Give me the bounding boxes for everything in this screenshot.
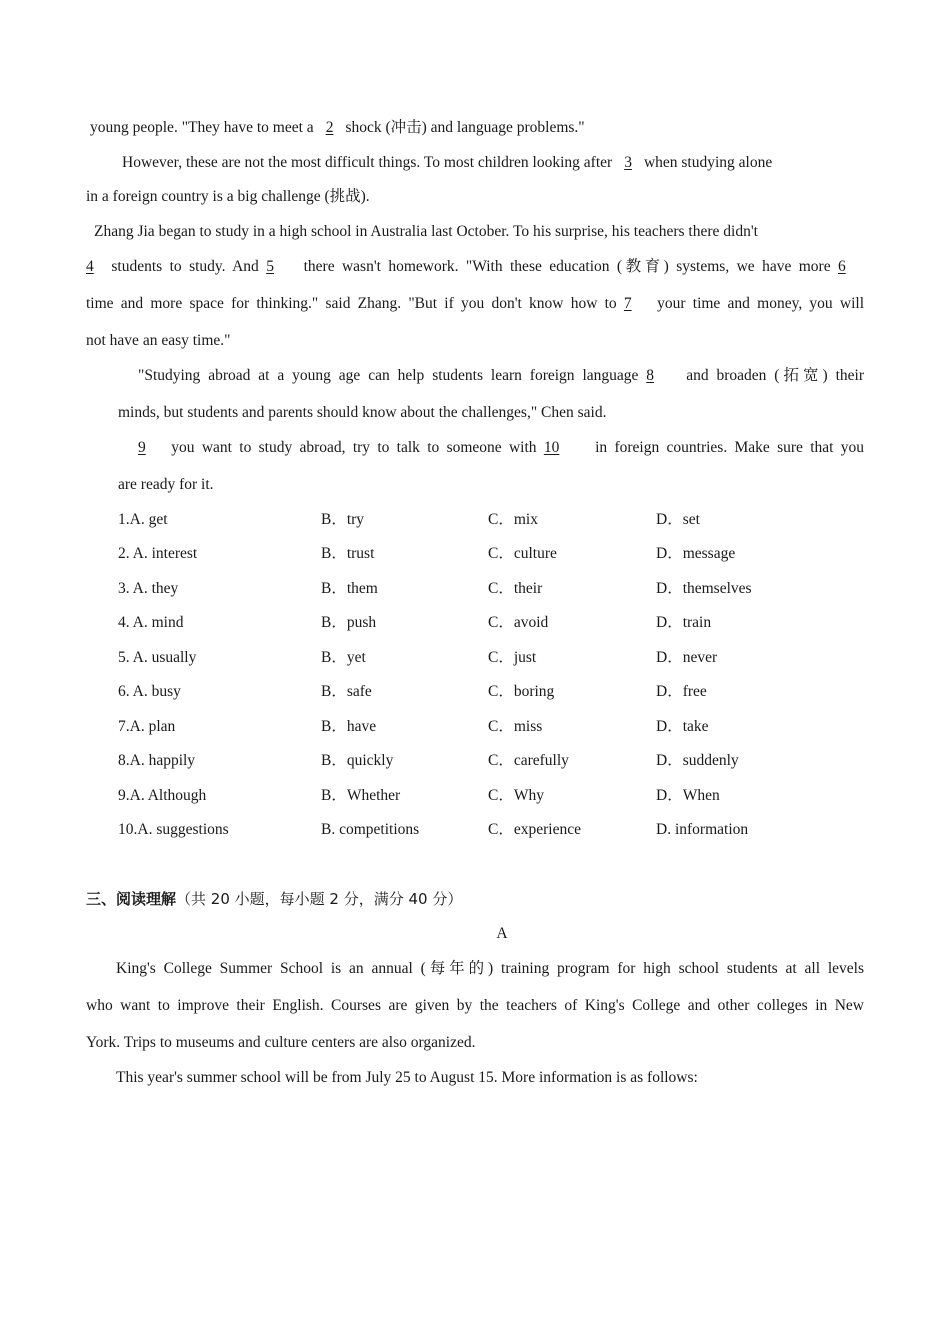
passage-line-1: young people. "They have to meet a 2 shock (冲击) and language problems.": [90, 119, 585, 136]
option-9c: C．Why: [488, 787, 544, 804]
blank-3: 3: [624, 154, 632, 171]
option-6c: C．boring: [488, 683, 555, 700]
passage-line-3: in a foreign country is a big challenge (挑战).: [86, 188, 370, 205]
option-2d: D．message: [656, 545, 736, 562]
option-6a: 6. A. busy: [118, 683, 181, 700]
option-10a: 10.A. suggestions: [118, 821, 229, 838]
passage-line-6: time and more space for thinking." said Zhang. "But if you don't know how to 7 your time and money, you will: [86, 295, 864, 312]
reading-line-1: King's College Summer School is an annual (每年的) training program for high school students at all levels: [116, 960, 864, 977]
option-5c: C．just: [488, 649, 537, 666]
passage-line-10: 9 you want to study abroad, try to talk to someone with 10 in foreign countries. Make sure that you: [138, 439, 864, 456]
option-1d: D．set: [656, 511, 700, 528]
option-4b: B．push: [321, 614, 377, 631]
option-3c: C．their: [488, 580, 543, 597]
passage-line-8: "Studying abroad at a young age can help students learn foreign language 8 and broaden (拓宽) their: [138, 367, 864, 384]
option-4c: C．avoid: [488, 614, 549, 631]
option-1b: B．try: [321, 511, 365, 528]
option-8d: D．suddenly: [656, 752, 739, 769]
option-1a: 1.A. get: [118, 511, 168, 528]
blank-10: 10: [543, 439, 560, 456]
passage-line-2: However, these are not the most difficult things. To most children looking after 3 when studying alone: [122, 154, 773, 171]
option-7c: C．miss: [488, 718, 543, 735]
option-5d: D．never: [656, 649, 718, 666]
option-10d: D. information: [656, 821, 749, 838]
reading-line-3: York. Trips to museums and culture centers are also organized.: [86, 1034, 476, 1051]
blank-6: 6: [837, 258, 846, 275]
blank-9: 9: [138, 439, 146, 456]
passage-line-9: minds, but students and parents should know about the challenges," Chen said.: [118, 404, 607, 421]
blank-8: 8: [646, 367, 655, 384]
option-10c: C．experience: [488, 821, 581, 838]
option-8c: C．carefully: [488, 752, 569, 769]
option-9a: 9.A. Although: [118, 787, 207, 804]
option-5b: B．yet: [321, 649, 366, 666]
option-10b: B. competitions: [321, 821, 420, 838]
reading-line-4: This year's summer school will be from July 25 to August 15. More information is as follows:: [116, 1069, 698, 1086]
reading-line-2: who want to improve their English. Courses are given by the teachers of King's College and other colleges in New: [86, 997, 864, 1014]
option-2c: C．culture: [488, 545, 557, 562]
blank-7: 7: [623, 295, 632, 312]
option-7b: B．have: [321, 718, 377, 735]
passage-line-7: not have an easy time.": [86, 332, 231, 349]
option-9d: D．When: [656, 787, 720, 804]
passage-line-5: 4 students to study. And 5 there wasn't homework. "With these education (教育) systems, we have more 6: [86, 257, 864, 277]
section-3-heading: [86, 889, 462, 909]
option-2b: B．trust: [321, 545, 375, 562]
option-1c: C．mix: [488, 511, 538, 528]
passage-line-4: Zhang Jia began to study in a high school in Australia last October. To his surprise, his teachers there didn't: [94, 223, 758, 240]
option-5a: 5. A. usually: [118, 649, 197, 666]
blank-2: 2: [325, 119, 334, 136]
blank-4: 4: [86, 258, 94, 275]
option-8a: 8.A. happily: [118, 752, 196, 769]
option-7d: D．take: [656, 718, 709, 735]
blank-5: 5: [266, 258, 274, 275]
option-7a: 7.A. plan: [118, 718, 176, 735]
option-3a: 3. A. they: [118, 580, 179, 597]
option-2a: 2. A. interest: [118, 545, 198, 562]
option-9b: B．Whether: [321, 787, 401, 804]
passage-line-11: are ready for it.: [118, 476, 214, 493]
option-3d: D．themselves: [656, 580, 752, 597]
option-4a: 4. A. mind: [118, 614, 184, 631]
option-3b: B．them: [321, 580, 378, 597]
option-8b: B．quickly: [321, 752, 394, 769]
section-3-title: 三、阅读理解: [86, 890, 177, 908]
section-3-note: （共 20 小题，每小题 2 分，满分 40 分）: [176, 890, 463, 908]
option-4d: D．train: [656, 614, 712, 631]
passage-a-label: A: [496, 925, 508, 942]
option-6d: D．free: [656, 683, 707, 700]
option-6b: B．safe: [321, 683, 372, 700]
